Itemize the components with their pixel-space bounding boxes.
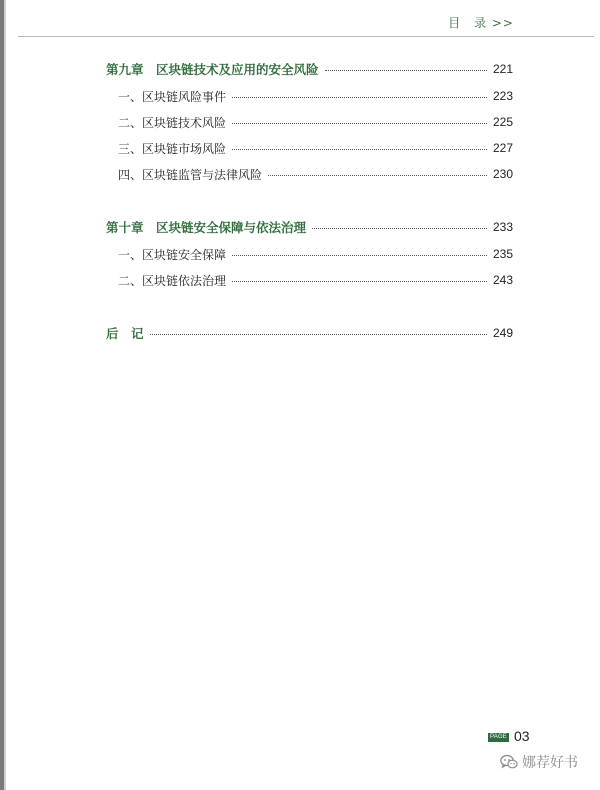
toc-entry-title: 一、区块链安全保障 (118, 247, 227, 262)
toc-entry-chapter[interactable] (106, 60, 513, 78)
watermark (500, 752, 578, 772)
dot-leader (232, 123, 487, 124)
page-tag: PAGE (489, 734, 508, 740)
toc-entry-page: 221 (492, 62, 513, 76)
dot-leader (232, 97, 487, 98)
page-edge-highlight (4, 0, 6, 790)
toc-entry-page: 223 (492, 89, 513, 103)
dot-leader (232, 149, 487, 150)
toc-entry-title: 二、区块链技术风险 (118, 115, 227, 130)
toc-entry-section[interactable] (106, 165, 513, 183)
toc-entry-section[interactable] (106, 113, 513, 131)
dot-leader (312, 228, 487, 229)
toc-entry-title: 三、区块链市场风险 (118, 141, 227, 156)
toc-entry-title: 二、区块链依法治理 (118, 273, 227, 288)
toc-entry-chapter[interactable] (106, 218, 513, 236)
toc-entry-page: 235 (492, 247, 513, 261)
dot-leader (325, 70, 487, 71)
toc-entry-title: 一、区块链风险事件 (118, 89, 227, 104)
dot-leader (232, 281, 487, 282)
header-divider (18, 36, 594, 37)
toc-entry-page: 249 (492, 326, 513, 340)
watermark-text: 娜荐好书 (522, 755, 578, 771)
toc-entry-title: 后 记 (106, 326, 144, 341)
toc-entry-section[interactable] (106, 87, 513, 105)
toc-entry-page: 225 (492, 115, 513, 129)
toc-entry-section[interactable] (106, 271, 513, 289)
dot-leader (232, 255, 487, 256)
section-header: 目 录 >> (448, 16, 514, 30)
toc-entry-page: 243 (492, 273, 513, 287)
wechat-icon (500, 754, 518, 770)
dot-leader (268, 175, 487, 176)
dot-leader (150, 334, 487, 335)
toc-entry-title: 第十章 区块链安全保障与依法治理 (106, 220, 307, 235)
toc-entry-page: 230 (492, 167, 513, 181)
page-number: 03 (514, 728, 530, 744)
toc-entry-section[interactable] (106, 245, 513, 263)
toc-entry-title: 四、区块链监管与法律风险 (118, 167, 263, 182)
toc-entry-page: 227 (492, 141, 513, 155)
toc-entry-page: 233 (492, 220, 513, 234)
toc-entry-title: 第九章 区块链技术及应用的安全风险 (106, 62, 319, 77)
toc-entry-afterword[interactable] (106, 324, 513, 342)
toc-entry-section[interactable] (106, 139, 513, 157)
